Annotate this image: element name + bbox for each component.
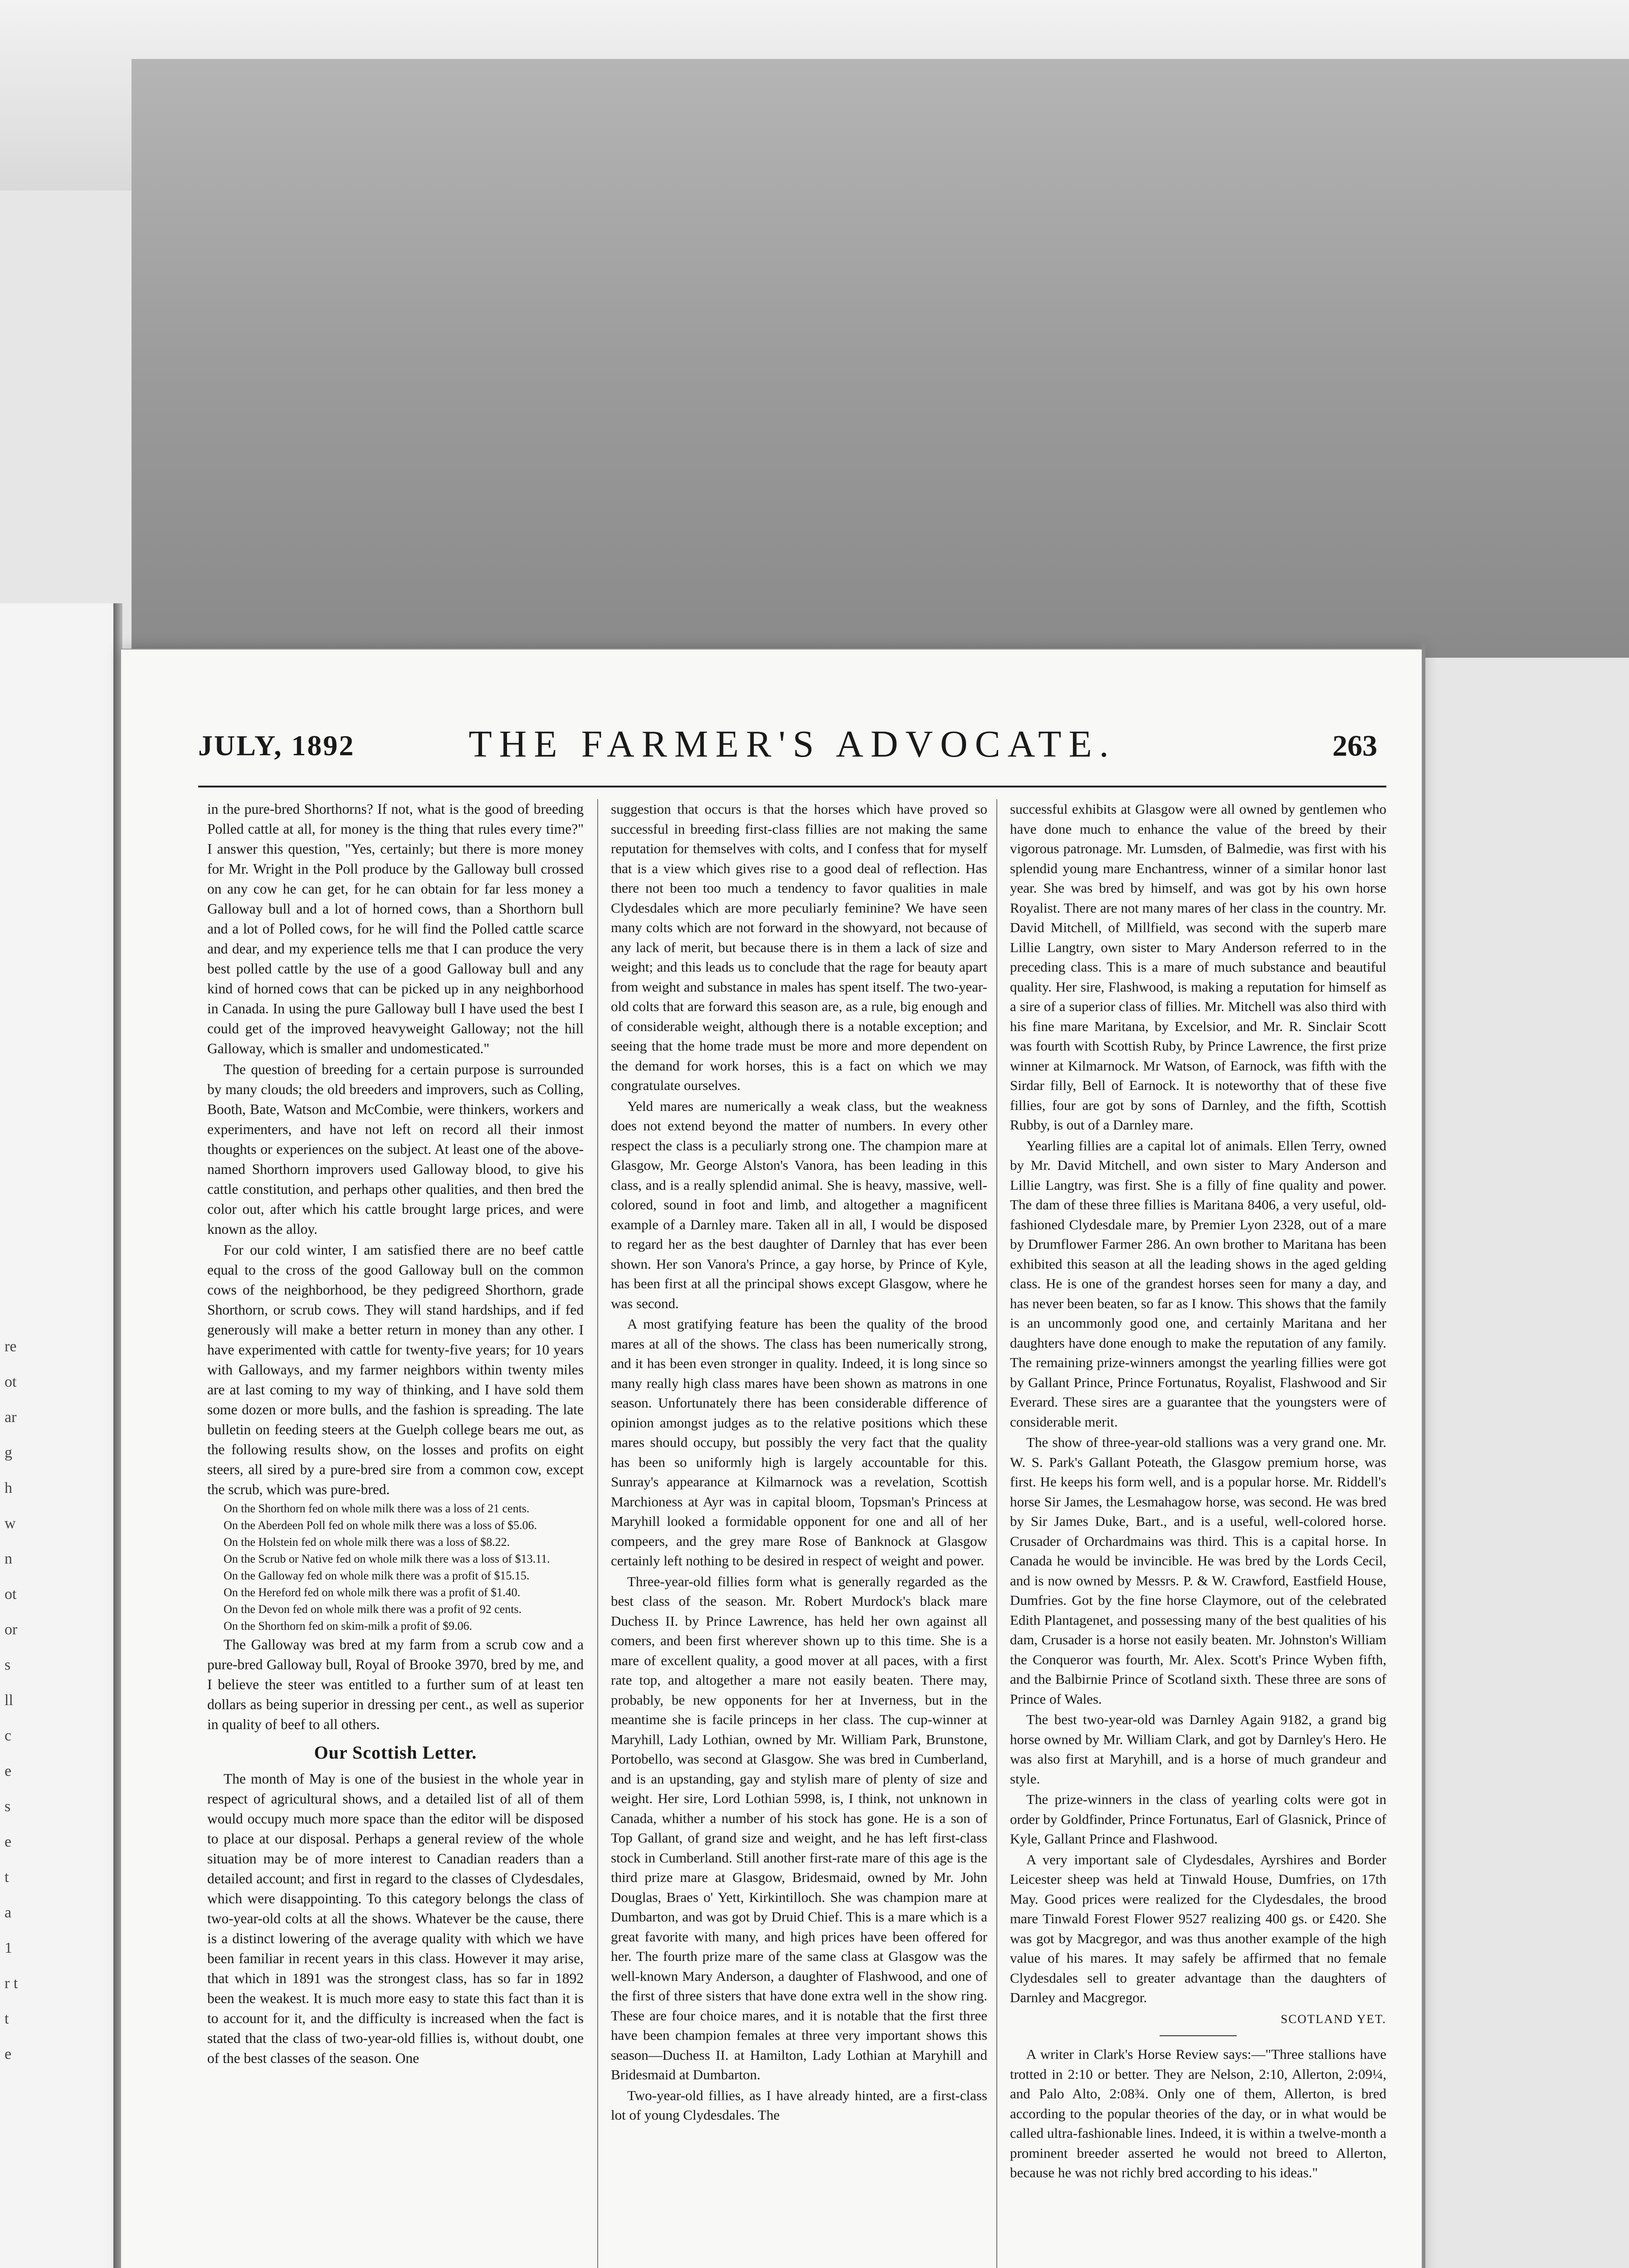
letter-paragraph: Yearling fillies are a capital lot of animals. Ellen Terry, owned by Mr. David Mitchell, and own sister to Mary Anderson and Lillie Langtry, was first. She is a filly of fine quality and power. The dam of these three fillies is Maritana 8406, a very useful, old-fashioned Clydesdale mare, by Premier Lyon 2328, out of a mare by Drumflower Farmer 286. An own brother to Maritana has been exhibited this season at all the leading shows in the aged gelding class. He is one of the grandest horses seen for many a day, and has never been beaten, so far as I know. This shows that the family is an uncommonly good one, and certainly Maritana and her daughters have done enough to make the reputation of any family. The remaining prize-winners amongst the yearling fillies were got by Gallant Prince, Prince Fortunatus, Royalist, Flashwood and Sir Everard. These sires are a guarantee that the youngsters were of considerable merit. <box>1010 1137 1386 1430</box>
issue-date: JULY, 1892 <box>198 729 355 762</box>
previous-page-text-fragments: re ot ar g h w n ot or s ll c e s e t a 1 r t t e <box>5 1338 18 2063</box>
masthead <box>198 718 1386 772</box>
article-paragraph: in the pure-bred Shorthorns? If not, what is the good of breeding Polled cattle at all, for money is the thing that rules every time?" I answer this question, "Yes, certainly; but there is more money for Mr. Wright in the Poll produce by the Galloway bull crossed on any cow he can get, for he can obtain for far less money a Galloway bull and a lot of horned cows, than a Shorthorn bull and a lot of Polled cows, for he will find the Polled cattle scarce and dear, and my experience tells me that I can produce the very best polled cattle by the use of a good Galloway bull and any kind of horned cows that can be picked up in any neighborhood in Canada. In using the pure Galloway bull I have used the best I could get of the improved heavyweight Galloway; not the hill Galloway, which is smaller and undomesticated." <box>207 801 584 1056</box>
feeding-result: On the Devon fed on whole milk there was a profit of 92 cents. <box>224 1603 522 1616</box>
article-paragraph: For our cold winter, I am satisfied there are no beef cattle equal to the cross of the good Galloway bull on the common cows of the neighborhood, be they pedigreed Shorthorn, grade Shorthorn, or scrub cows. They will stand hardships, and if fed generously will make a better return in money than any other. I have experimented with cattle for twenty-five years; for 10 years with Galloways, and my farmer neighbors within twenty miles are at last coming to my way of thinking, and I have sold them some dozen or more bulls, and the fashion is spreading. The late bulletin on feeding steers at the Guelph college bears me out, as the following results show, on the losses and profits on eight steers, all sired by a pure-bred sire from a common cow, except the scrub, which was pure-bred. <box>207 1242 584 1497</box>
letter-paragraph: The prize-winners in the class of yearling colts were got in order by Goldfinder, Prince Fortunatus, Earl of Glasnick, Prince of Kyle, Gallant Prince and Flashwood. <box>1010 1791 1386 1847</box>
letter-paragraph: Three-year-old fillies form what is generally regarded as the best class of the season. Mr. Robert Murdock's black mare Duchess II. by Prince Lawrence, has held her own against all comers, and been first wherever shown up to this time. She is a mare of excellent quality, a good mover at all paces, with a first rate top, and altogether a mare not easily beaten. There may, probably, be new opponents for her at Inverness, but in the meantime she is facile princeps in her class. The cup-winner at Maryhill, Lady Lothian, owned by Mr. William Park, Brunstone, Portobello, was second at Glasgow. She was bred in Cumberland, and is an upstanding, gay and stylish mare of plenty of size and weight. Her sire, Lord Lothian 5998, is, I think, not unknown in Canada, whither a number of his stock has gone. He is a son of Top Gallant, of grand size and weight, and he has left first-class stock in Cumberland. Still another first-rate mare of this age is the third prize mare at Glasgow, Bridesmaid, owned by Mr. John Douglas, Braes o' Yett, Kirkintilloch. She was champion mare at Dumbarton, and was got by Druid Chief. This is a mare which is a great favorite with many, and high prices have been offered for her. The fourth prize mare of the same class at Glasgow was the well-known Mary Anderson, a daughter of Flashwood, and one of the first of three sisters that have done extra well in the show ring. These are four choice mares, and it is notable that the first three have been champion females at three very important shows this season—Duchess II. at Hamilton, Lady Lothian at Maryhill and Bridesmaid at Dumbarton. <box>611 1573 987 2082</box>
article-separator <box>1160 2035 1237 2036</box>
article-paragraph: The question of breeding for a certain purpose is surrounded by many clouds; the old breeders and improvers, such as Colling, Booth, Bate, Watson and McCombie, were thinkers, workers and experimenters, and have not left on record all their inmost thoughts or experiences on the subject. At least one of the above-named Shorthorn improvers used Galloway blood, to give his cattle constitution, and perhaps other qualities, and then bred the color out, after which his cattle brought large prices, and were known as the alloy. <box>207 1061 584 1237</box>
feeding-result: On the Shorthorn fed on skim-milk a profit of $9.06. <box>224 1619 473 1633</box>
letter-paragraph: The month of May is one of the busiest in the whole year in respect of agricultural shows, and a detailed list of all of them would occupy much more space than the editor will be disposed to place at our disposal. Perhaps a general review of the whole situation may be of more interest to Canadian readers than a detailed account; and first in regard to the classes of Clydesdales, which were disappointing. To this category belongs the class of two-year-old colts at all the shows. Whatever be the cause, there is a distinct lowering of the average quality with which we have been familiar in recent years in this class. However it may arise, that which in 1891 was the strongest class, has so far in 1892 been the weakest. It is much more easy to state this fact than it is to account for it, and the difficulty is increased when the fact is stated that the class of two-year-old fillies is, without doubt, one of the best classes of the season. One <box>207 1771 584 2066</box>
news-note: A writer in Clark's Horse Review says:—"Three stallions have trotted in 2:10 or better. They are Nelson, 2:10, Allerton, 2:09¼, and Palo Alto, 2:08¾. Only one of them, Allerton, is bred according to the popular theories of the day, or in what would be called ultra-fashionable lines. Indeed, it is within a twelve-month a prominent breeder asserted he would not breed to Allerton, because he was not richly bred according to his ideas." <box>1010 2046 1386 2180</box>
letter-paragraph: The show of three-year-old stallions was a very grand one. Mr. W. S. Park's Gallant Poteath, the Glasgow premium horse, was first. He keeps his form well, and is a popular horse. Mr. Riddell's horse Sir James, the Lesmahagow horse, was second. He was bred by Sir James Duke, Bart., and is a useful, well-colored horse. Crusader of Orchardmains was third. This is a capital horse. In Canada he would be invincible. He was bred by the Lords Cecil, and is now owned by Messrs. P. & W. Crawford, Eastfield House, Dumfries. Got by the fine horse Claymore, out of the celebrated Edith Plantagenet, and possessing many of the best qualities of his dam, Crusader is a horse not easily beaten. Mr. Johnston's William the Conqueror was fourth, Mr. Alex. Scott's Prince Wyben fifth, and the Balbirnie Prince of Scotland sixth. These three are sons of Prince of Wales. <box>1010 1434 1386 1707</box>
section-heading: Our Scottish Letter. <box>314 1742 477 1763</box>
feeding-result: On the Galloway fed on whole milk there was a profit of $15.15. <box>224 1569 530 1582</box>
column-3 <box>1010 799 1386 2184</box>
feeding-result: On the Hereford fed on whole milk there was a profit of $1.40. <box>224 1586 521 1599</box>
letter-paragraph: The best two-year-old was Darnley Again 9182, a grand big horse owned by Mr. William Clark, and got by Darnley's Hero. He was also first at Maryhill, and is a horse of much grandeur and style. <box>1010 1711 1386 1787</box>
article-paragraph: The Galloway was bred at my farm from a scrub cow and a pure-bred Galloway bull, Royal of Brooke 3970, bred by me, and I believe the steer was entitled to a further sum of at least ten dollars as being superior in dressing per cent., as well as superior in quality of beef to all others. <box>207 1637 584 1732</box>
feeding-result: On the Holstein fed on whole milk there was a loss of $8.22. <box>224 1535 510 1549</box>
column-1 <box>207 799 584 2069</box>
page-number: 263 <box>1332 729 1377 763</box>
scan-shadow-area <box>132 59 1629 658</box>
letter-paragraph: Yeld mares are numerically a weak class, but the weakness does not extend beyond the matter of numbers. In every other respect the class is a peculiarly strong one. The champion mare at Glasgow, Mr. George Alston's Vanora, has been leading in this class, and is a really splendid animal. She is heavy, massive, well-colored, sound in foot and limb, and altogether a magnificent example of a Darnley mare. Taken all in all, I would be disposed to regard her as the best daughter of Darnley that has ever been shown. Her son Vanora's Prince, a gay horse, by Prince of Kyle, has been first at all the principal shows except Glasgow, where he was second. <box>611 1098 987 1311</box>
letter-paragraph: suggestion that occurs is that the horses which have proved so successful in breeding first-class fillies are not making the same reputation for themselves with colts, and I confess that for myself that is a view which gives rise to a good deal of reflection. Has there not been too much a tendency to favor qualities in male Clydesdales which are more peculiarly feminine? We have seen many colts which are not forward in the showyard, not because of any lack of merit, but because there is in them a lack of size and weight; and this leads us to conclude that the rage for beauty apart from weight and substance in males has spent itself. The two-year-old colts that are forward this season are, as a rule, big enough and of considerable weight, although there is a notable exception; and seeing that the home trade must be more and more dependent on the demand for work horses, this is a fact on which we may congratulate ourselves. <box>611 801 987 1093</box>
letter-paragraph: successful exhibits at Glasgow were all owned by gentlemen who have done much to enhance the value of the breed by their vigorous patronage. Mr. Lumsden, of Balmedie, was first with his splendid young mare Enchantress, winner of a similar honor last year. She was bred by himself, and was got by his own horse Royalist. There are not many mares of her class in the country. Mr. David Mitchell, of Millfield, was second with the superb mare Lillie Langtry, own sister to Mary Anderson referred to in the preceding class. This is a mare of much substance and beautiful quality. Her sire, Flashwood, is making a reputation for himself as a sire of a superior class of fillies. Mr. Mitchell was also third with his fine mare Maritana, by Excelsior, and Mr. R. Sinclair Scott was fourth with Scottish Ruby, by Prince Lawrence, the first prize winner at Kilmarnock. Mr Watson, of Earnock, was fifth with the Sirdar filly, Bell of Earnock. It is noteworthy that of these five fillies, four are got by sons of Darnley, and the fifth, Scottish Rubby, is out of a Darnley mare. <box>1010 801 1386 1133</box>
letter-paragraph: A very important sale of Clydesdales, Ayrshires and Border Leicester sheep was held at Tinwald House, Dumfries, on 17th May. Good prices were realized for the Clydesdales, the brood mare Tinwald Forest Flower 9527 realizing 400 gs. or £420. She was got by Macgregor, and was thus another example of the high value of his mares. It may safely be affirmed that no female Clydesdales sell to greater advantage than the daughters of Darnley and Macgregor. <box>1010 1851 1386 2005</box>
letter-paragraph: Two-year-old fillies, as I have already hinted, are a first-class lot of young Clydesdales. The <box>611 2087 987 2123</box>
page-right-edge <box>1422 644 1425 2268</box>
column-2 <box>611 799 987 2126</box>
letter-signoff: SCOTLAND YET. <box>1281 2012 1386 2026</box>
letter-paragraph: A most gratifying feature has been the quality of the brood mares at all of the shows. The class has been numerically strong, and it has been even stronger in quality. Indeed, it is long since so many really high class mares have been shown as matrons in one season. Unfortunately there has been considerable difference of opinion amongst judges as to the relative positions which these mares should occupy, but possibly the very fact that the quality has been so uniformly high is largely accountable for this. Sunray's appearance at Kilmarnock was a revelation, Scottish Marchioness at Ayr was in capital bloom, Topsman's Princess at Maryhill looked a formidable opponent for one and all of her compeers, and the grey mare Rose of Banknock at Glasgow certainly left nothing to be desired in respect of weight and power. <box>611 1316 987 1569</box>
feeding-result: On the Aberdeen Poll fed on whole milk there was a loss of $5.06. <box>224 1519 537 1532</box>
feeding-result: On the Shorthorn fed on whole milk there was a loss of 21 cents. <box>224 1502 530 1515</box>
header-rule <box>198 786 1386 787</box>
previous-page-edge <box>0 603 116 2268</box>
column-divider <box>597 799 598 2268</box>
feeding-result: On the Scrub or Native fed on whole milk there was a loss of $13.11. <box>224 1552 550 1565</box>
column-divider <box>996 799 997 2268</box>
newspaper-page <box>120 649 1424 2268</box>
publication-title: THE FARMER'S ADVOCATE. <box>468 723 1116 765</box>
